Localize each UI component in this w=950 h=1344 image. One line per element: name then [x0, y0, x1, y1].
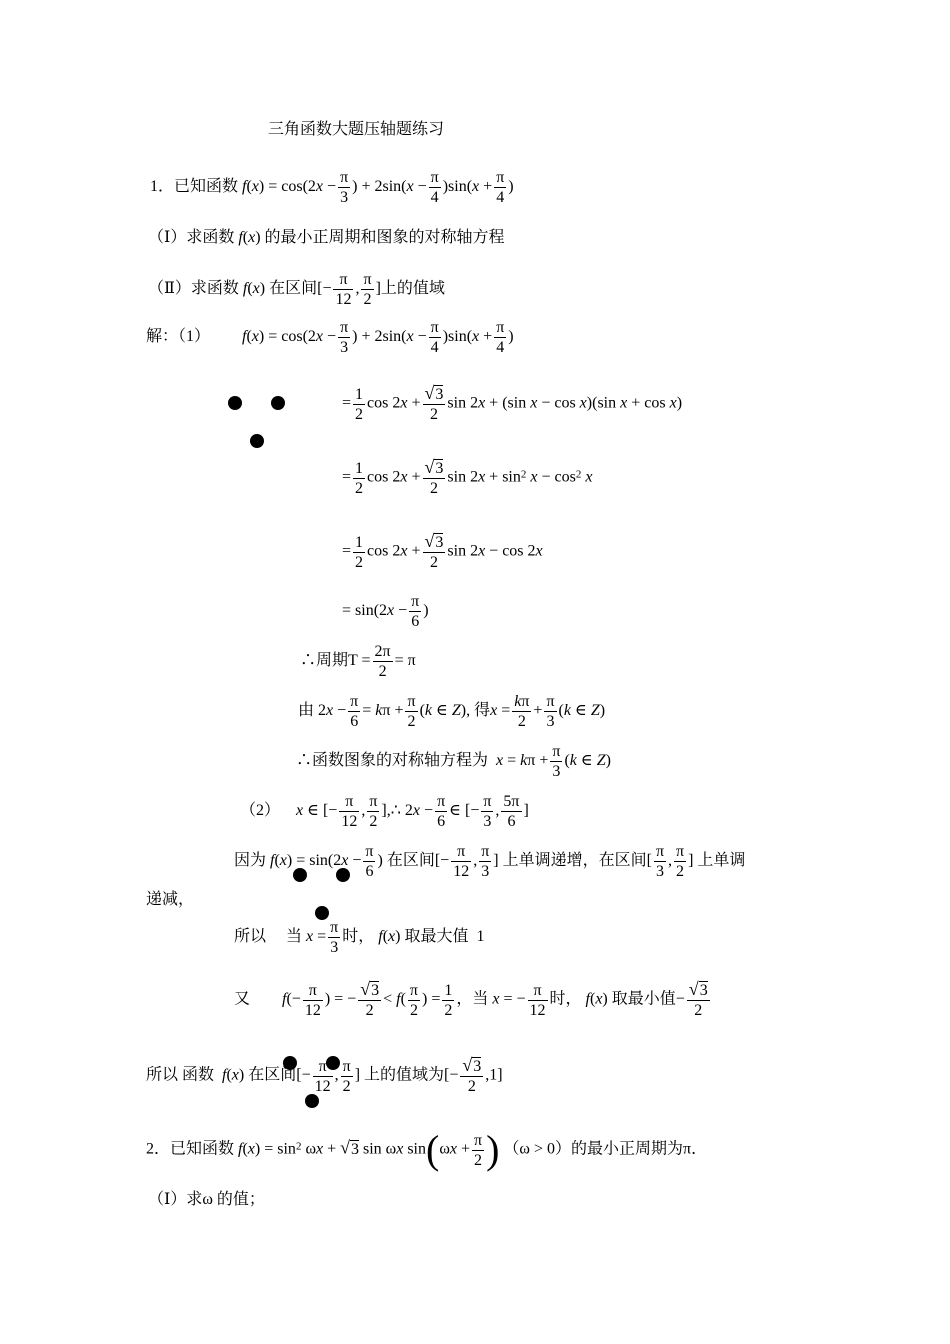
monotonic-line-cont: 递减， — [146, 891, 195, 908]
solution-line-3: = $\frac{1}{2}$ cos 2x + $\frac{√3}{2}$ $\sin 2x + \sin^2 x - \cos^2 x$ — [342, 457, 593, 497]
q1-part1: （Ⅰ）求函数 f(x) 的最小正周期和图象的对称轴方程 — [148, 229, 505, 246]
solution-line-2: = $\frac{1}{2}$ cos 2x + $\frac{√3}{2}$ sin 2x + (sin x − cos x)(sin x + cos x) — [342, 383, 683, 423]
max-line: 所以 当 x = $\frac{\pi}{3}$ 时， f(x) 取最大值 1 — [234, 919, 485, 956]
axis-derivation-line: 由 2x − $\frac{\pi}{6}$ = kπ + $\frac{\pi}{2}$ (k ∈ Z), 得x = $\frac{k\pi}{2}$ + $\frac{\pi}{3}$ (k ∈ Z) — [298, 693, 606, 730]
solution-line-1: 解：（1） f(x) = cos(2x − $\frac{\pi}{3}$ ) + 2sin(x − $\frac{\pi}{4}$ )sin(x + $\frac{\pi}{4}$ ) — [146, 319, 514, 356]
q2-number: 2．已知函数 — [146, 1140, 235, 1158]
min-line: 又 f(− $\frac{\pi}{12}$ ) = − $\frac{√3}{2}$ < f( $\frac{\pi}{2}$ ) = $\frac{1}{2}$ ，当 x = − $\frac{\pi}{12}$ 时， f(x) 取最小值− $\frac{√3}{2}$ — [234, 979, 708, 1019]
q2-part1: （Ⅰ）求ω 的值； — [148, 1191, 265, 1208]
solution-label: 解：（1） — [146, 328, 211, 346]
q1-number: 1．已知函数 — [150, 178, 239, 196]
bullet-dot — [305, 1094, 319, 1108]
page-title: 三角函数大题压轴题练习 — [268, 121, 445, 138]
axis-equation-line: ∴函数图象的对称轴方程为 x = kπ + $\frac{\pi}{3}$ (k ∈ Z) — [296, 743, 611, 780]
q1-part2: （Ⅱ）求函数 f(x) 在区间[− $\frac{\pi}{12}$ , $\frac{\pi}{2}$ ]上的值域 — [148, 271, 445, 308]
bullet-dot — [271, 396, 285, 410]
solution-line-5: = sin(2x − $\frac{\pi}{6}$ ) — [342, 593, 429, 630]
q2-statement: 2．已知函数 $f(x) = \sin^2 \omega x + √3$ sin ωx sin(ωx + $\frac{\pi}{2}$ ) （ω > 0）的最小正周期为π． — [146, 1127, 708, 1172]
period-line: ∴周期T = $\frac{2\pi}{2}$ = π — [300, 643, 416, 680]
part2-line: （2） x ∈ [− $\frac{\pi}{12}$ , $\frac{\pi}{2}$ ],∴ 2x − $\frac{\pi}{6}$ ∈ [− $\frac{\pi}{3}$ , $\frac{5\pi}{6}$ ] — [240, 793, 529, 830]
monotonic-line: 因为 f(x) = sin(2x − $\frac{\pi}{6}$ ) 在区间[− $\frac{\pi}{12}$ , $\frac{\pi}{3}$ ] 上单调递增，在区间[ $\frac{\pi}{3}$ , $\frac{\pi}{2}$ ] 上单调 — [234, 843, 746, 880]
range-line: 所以 函数 f(x) 在区间[− $\frac{\pi}{12}$ , $\frac{\pi}{2}$ ] 上的值域为[− $\frac{√3}{2}$ ,1] — [146, 1055, 503, 1095]
bullet-dot — [228, 396, 242, 410]
q1-statement: 1．已知函数 f(x) = cos(2x − $\frac{\pi}{3}$ ) + 2sin(x − $\frac{\pi}{4}$ )sin(x + $\frac{\pi}{4}$ ) — [150, 169, 514, 206]
solution-line-4: = $\frac{1}{2}$ cos 2x + $\frac{√3}{2}$ sin 2x − cos 2x — [342, 531, 543, 571]
bullet-dot — [250, 434, 264, 448]
